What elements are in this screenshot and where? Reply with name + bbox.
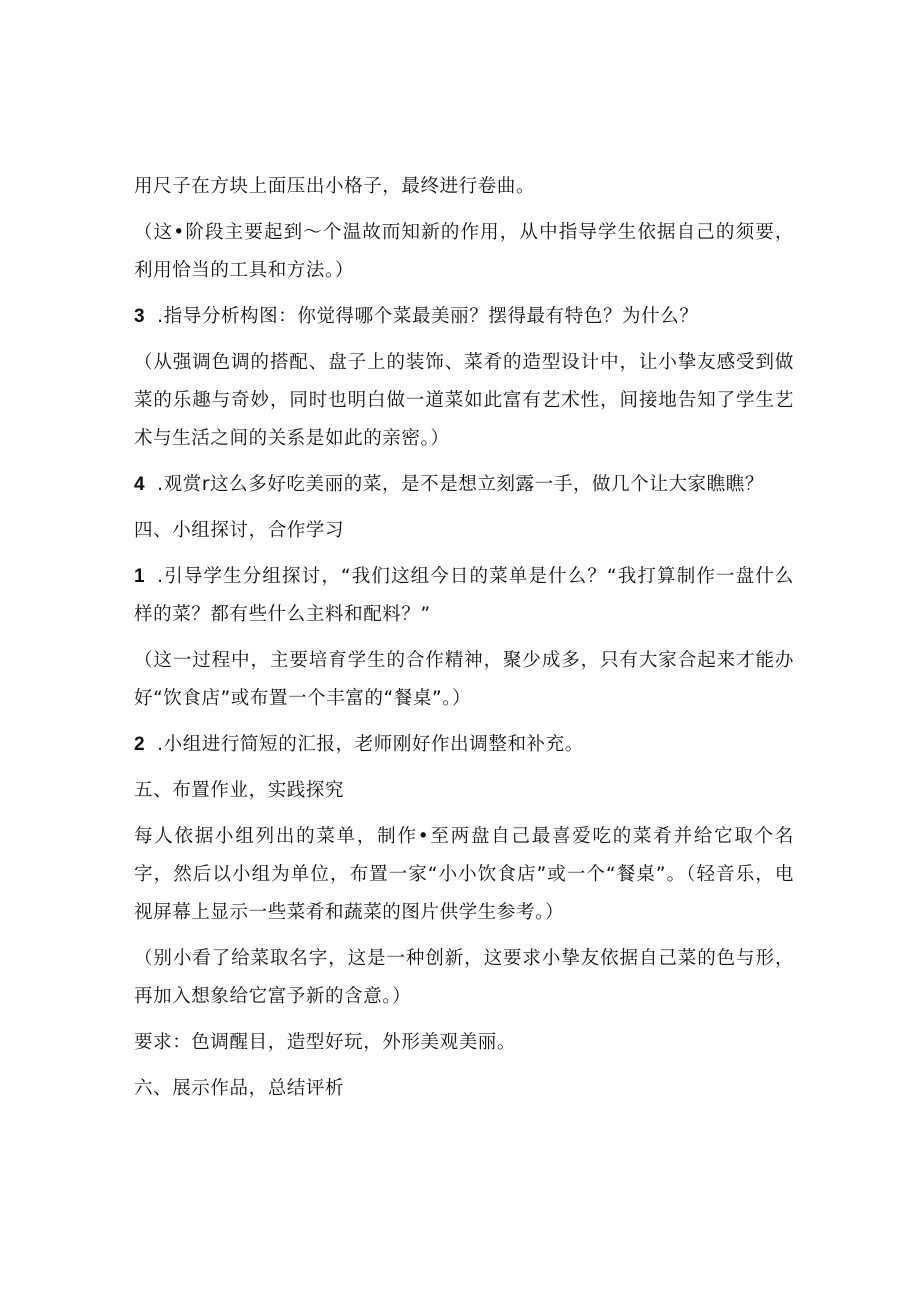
paragraph-text: 四、小组探讨，合作学习 <box>134 520 345 541</box>
paragraph <box>134 818 794 932</box>
list-number: 3 <box>134 306 146 327</box>
list-number: 4 <box>134 474 146 495</box>
numbered-paragraph <box>134 466 794 504</box>
paragraph <box>134 1024 794 1062</box>
paragraph-text: 每人依据小组列出的菜单，制作•至两盘自己最喜爱吃的菜肴并给它取个名字，然后以小组为单位，布置一家“小小饮食店”或一个“餐桌”。（轻音乐，电视屏幕上显示一些菜肴和蔬菜的图片供学生参考。） <box>134 826 794 923</box>
paragraph-text: .观赏r这么多好吃美丽的菜，是不是想立刻露一手，做几个让大家瞧瞧？ <box>157 474 764 495</box>
paragraph <box>134 168 794 206</box>
section-heading <box>134 512 794 550</box>
paragraph <box>134 940 794 1016</box>
paragraph-text: 六、展示作品，总结评析 <box>134 1078 345 1099</box>
paragraph-text: （从强调色调的搭配、盘子上的装饰、菜肴的造型设计中，让小挚友感受到做菜的乐趣与奇妙，同时也明白做一道菜如此富有艺术性，间接地告知了学生艺术与生活之间的关系是如此的亲密。） <box>134 352 794 449</box>
paragraph-text: （这•阶段主要起到～个温故而知新的作用，从中指导学生依据自己的须要，利用恰当的工具和方法。） <box>134 222 794 281</box>
numbered-paragraph <box>134 558 794 634</box>
paragraph-text: （别小看了给菜取名字，这是一种创新，这要求小挚友依据自己菜的色与形，再加入想象给它富予新的含意。） <box>134 948 794 1007</box>
paragraph-text: .指导分析构图：你觉得哪个菜最美丽？摆得最有特色？为什么？ <box>157 306 699 327</box>
paragraph-text: .小组进行简短的汇报，老师刚好作出调整和补充。 <box>157 734 584 755</box>
paragraph <box>134 642 794 718</box>
paragraph-text: 要求：色调醒目，造型好玩，外形美观美丽。 <box>134 1032 517 1053</box>
numbered-paragraph <box>134 298 794 336</box>
paragraph-text: 用尺子在方块上面压出小格子，最终进行卷曲。 <box>134 176 536 197</box>
paragraph-text: （这一过程中，主要培育学生的合作精神，聚少成多，只有大家合起来才能办好“饮食店”或布置一个丰富的“餐桌”。） <box>134 650 794 709</box>
section-heading <box>134 772 794 810</box>
list-number: 2 <box>134 734 146 755</box>
document-body <box>134 168 794 1116</box>
paragraph-text: 五、布置作业，实践探究 <box>134 780 345 801</box>
section-heading <box>134 1070 794 1108</box>
paragraph <box>134 214 794 290</box>
list-number: 1 <box>134 566 146 587</box>
paragraph-text: .引导学生分组探讨，“我们这组今日的菜单是什么？“我打算制作一盘什么样的菜？都有些什么主料和配料？” <box>134 566 794 625</box>
numbered-paragraph <box>134 726 794 764</box>
paragraph <box>134 344 794 458</box>
